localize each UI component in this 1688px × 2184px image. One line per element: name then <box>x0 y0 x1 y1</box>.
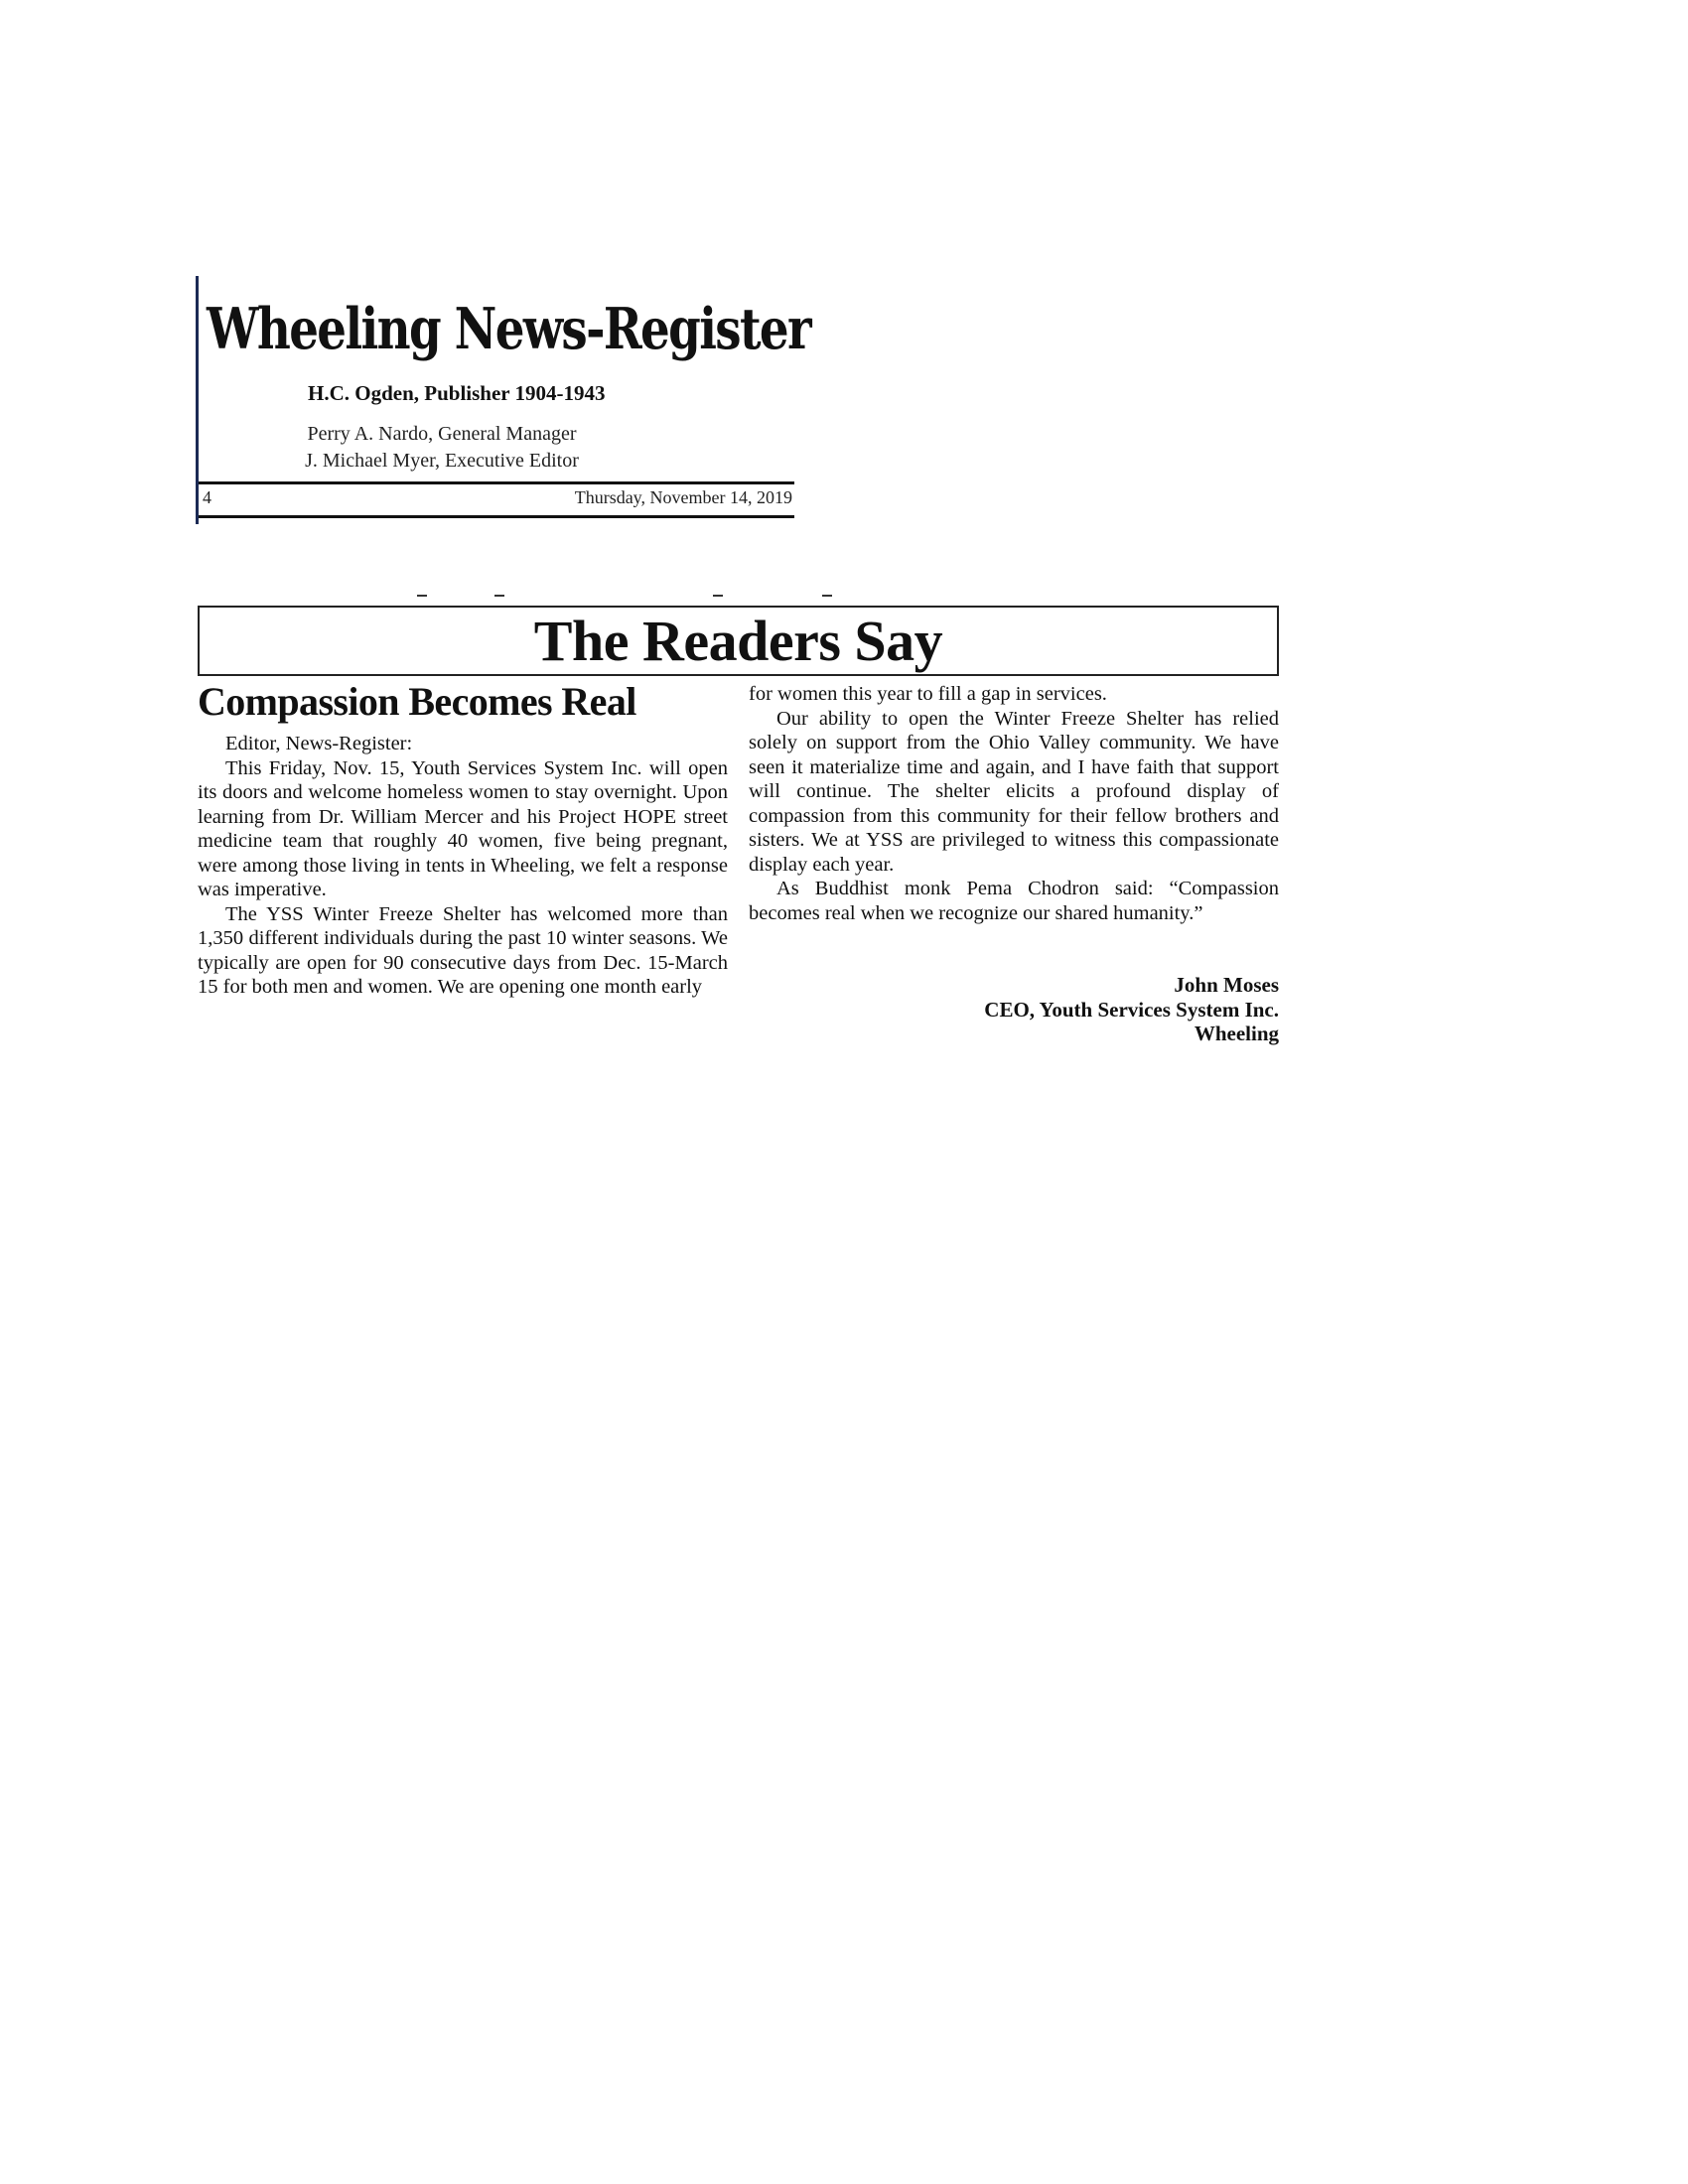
masthead <box>196 276 811 524</box>
letter-paragraph-continued: for women this year to fill a gap in services. <box>749 683 1107 705</box>
clipping-edge-marks <box>417 595 834 601</box>
letter-paragraph: This Friday, Nov. 15, Youth Services System Inc. will open its doors and welcome homeless women to stay overnight. Upon learning from Dr. William Mercer and his Project HOPE street medicine team that roughly 40 women, five being pregnant, were among those living in tents in Wheeling, we felt a response was imperative. <box>198 756 728 900</box>
letter-paragraph: The YSS Winter Freeze Shelter has welcomed more than 1,350 different individuals during the past 10 winter seasons. We typically are open for 90 consecutive days from Dec. 15-March 15 for both men and women. We are opening one month early <box>198 902 728 998</box>
signature-name: John Moses <box>1174 973 1279 997</box>
section-title: The Readers Say <box>533 609 943 673</box>
letter-signature <box>749 973 1279 1046</box>
letter-paragraph: Our ability to open the Winter Freeze Shelter has relied solely on support from the Ohio Valley community. We have seen it materialize time and again, and I have faith that support will continue. The shelter elicits a profound display of compassion from this community for their fellow brothers and sisters. We at YSS are privileged to witness this compassionate display each year. <box>749 707 1279 876</box>
signature-title: CEO, Youth Services System Inc. <box>984 997 1279 1022</box>
letter-column-right <box>749 682 1279 925</box>
masthead-rule-bottom <box>199 515 794 518</box>
letter-paragraph: As Buddhist monk Pema Chodron said: “Compassion becomes real when we recognize our shared humanity.” <box>749 878 1279 924</box>
letter-salutation: Editor, News-Register: <box>225 733 413 754</box>
letter-headline: Compassion Becomes Real <box>198 679 636 724</box>
publisher-line: H.C. Ogden, Publisher 1904-1943 <box>308 381 606 405</box>
edge-mark <box>417 595 427 597</box>
staff-list <box>293 421 591 475</box>
signature-location: Wheeling <box>1194 1022 1279 1045</box>
masthead-rule-top <box>199 481 794 484</box>
issue-date: Thursday, November 14, 2019 <box>574 487 792 507</box>
section-header-box <box>198 606 1279 676</box>
edge-mark <box>494 595 504 597</box>
page-number: 4 <box>203 487 211 507</box>
staff-executive-editor: J. Michael Myer, Executive Editor <box>305 450 579 472</box>
newspaper-name: Wheeling News-Register <box>207 296 811 362</box>
edge-mark <box>822 595 832 597</box>
edge-mark <box>713 595 723 597</box>
letter-column-left <box>198 732 728 1000</box>
staff-general-manager: Perry A. Nardo, General Manager <box>307 423 577 445</box>
